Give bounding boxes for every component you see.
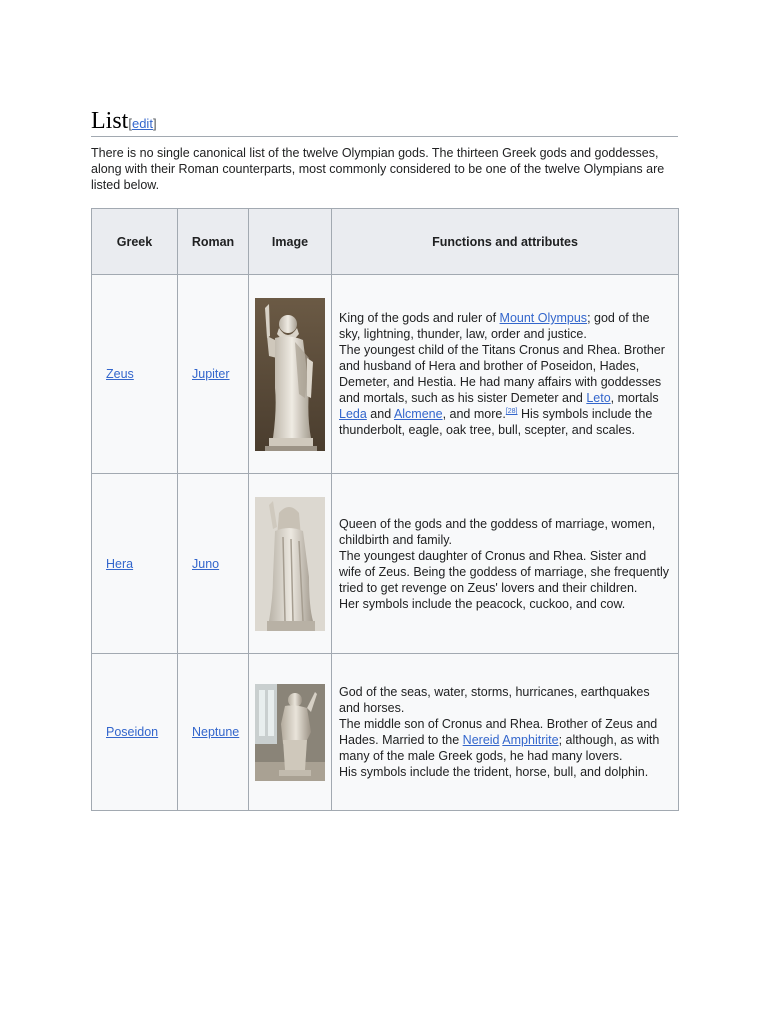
description-cell: King of the gods and ruler of Mount Olympus; god of the sky, lightning, thunder, law, order and justice. The youngest child of the Titans Cronus and Rhea. Brother and husband of Hera and brother of Poseidon, Hades, Demeter, and Hestia. He had many affairs with goddesses and mortals, such as his sister Demeter and Leto, mortals Leda and Alcmene, and more.[28] His symbols include the thunderbolt, eagle, oak tree, bull, scepter, and scales. — [332, 275, 679, 474]
leda-link[interactable]: Leda — [339, 407, 367, 421]
alcmene-link[interactable]: Alcmene — [393, 407, 443, 421]
section-heading — [91, 107, 678, 137]
olympians-table — [91, 208, 679, 811]
mount-olympus-link[interactable]: Mount Olympus — [499, 311, 588, 325]
nereid-link[interactable]: Nereid — [462, 733, 500, 747]
description-cell: Queen of the gods and the goddess of marriage, women, childbirth and family. The youngest daughter of Cronus and Rhea. Sister and wife of Zeus. Being the goddess of marriage, she frequently tried to get revenge on Zeus' lovers and their children. Her symbols include the peacock, cuckoo, and cow. — [332, 474, 679, 654]
leto-link[interactable]: Leto — [586, 391, 611, 405]
hera-statue-image[interactable] — [255, 497, 325, 631]
roman-name-cell — [178, 474, 249, 654]
roman-name-cell — [178, 654, 249, 811]
section-title: List — [91, 108, 129, 134]
header-greek: Greek — [92, 209, 178, 275]
roman-name-link[interactable]: Neptune — [192, 725, 240, 739]
roman-name-cell — [178, 275, 249, 474]
amphitrite-link[interactable]: Amphitrite — [502, 733, 559, 747]
header-image: Image — [249, 209, 332, 275]
table-row — [92, 654, 679, 811]
edit-bracket-open: [ — [128, 116, 132, 131]
greek-name-link[interactable]: Poseidon — [106, 725, 159, 739]
edit-bracket-close: ] — [152, 116, 157, 131]
greek-name-link[interactable]: Zeus — [106, 367, 134, 381]
roman-name-link[interactable]: Jupiter — [192, 367, 230, 381]
greek-name-cell — [92, 654, 178, 811]
table-header-row — [92, 209, 679, 275]
reference-link[interactable]: [28] — [505, 407, 518, 415]
header-functions: Functions and attributes — [332, 209, 679, 275]
poseidon-statue-image[interactable] — [255, 684, 325, 781]
article-section — [91, 107, 678, 811]
edit-link[interactable]: edit — [131, 116, 153, 131]
image-cell — [249, 275, 332, 474]
table-row — [92, 275, 679, 474]
intro-paragraph: There is no single canonical list of the twelve Olympian gods. The thirteen Greek gods and goddesses, along with their Roman counterparts, most commonly considered to be one of the twelve Olympians are listed below. — [91, 146, 665, 192]
description-cell: God of the seas, water, storms, hurricanes, earthquakes and horses. The middle son of Cronus and Rhea. Brother of Zeus and Hades. Married to the Nereid Amphitrite; although, as with many of the male Greek gods, he had many lovers. His symbols include the trident, horse, bull, and dolphin. — [332, 654, 679, 811]
greek-name-link[interactable]: Hera — [106, 556, 134, 571]
image-cell — [249, 474, 332, 654]
edit-section — [128, 116, 156, 131]
greek-name-cell — [92, 275, 178, 474]
table-row — [92, 474, 679, 654]
zeus-statue-image[interactable] — [255, 298, 325, 451]
header-roman: Roman — [178, 209, 249, 275]
image-cell — [249, 654, 332, 811]
roman-name-link[interactable]: Juno — [192, 556, 220, 571]
greek-name-cell — [92, 474, 178, 654]
